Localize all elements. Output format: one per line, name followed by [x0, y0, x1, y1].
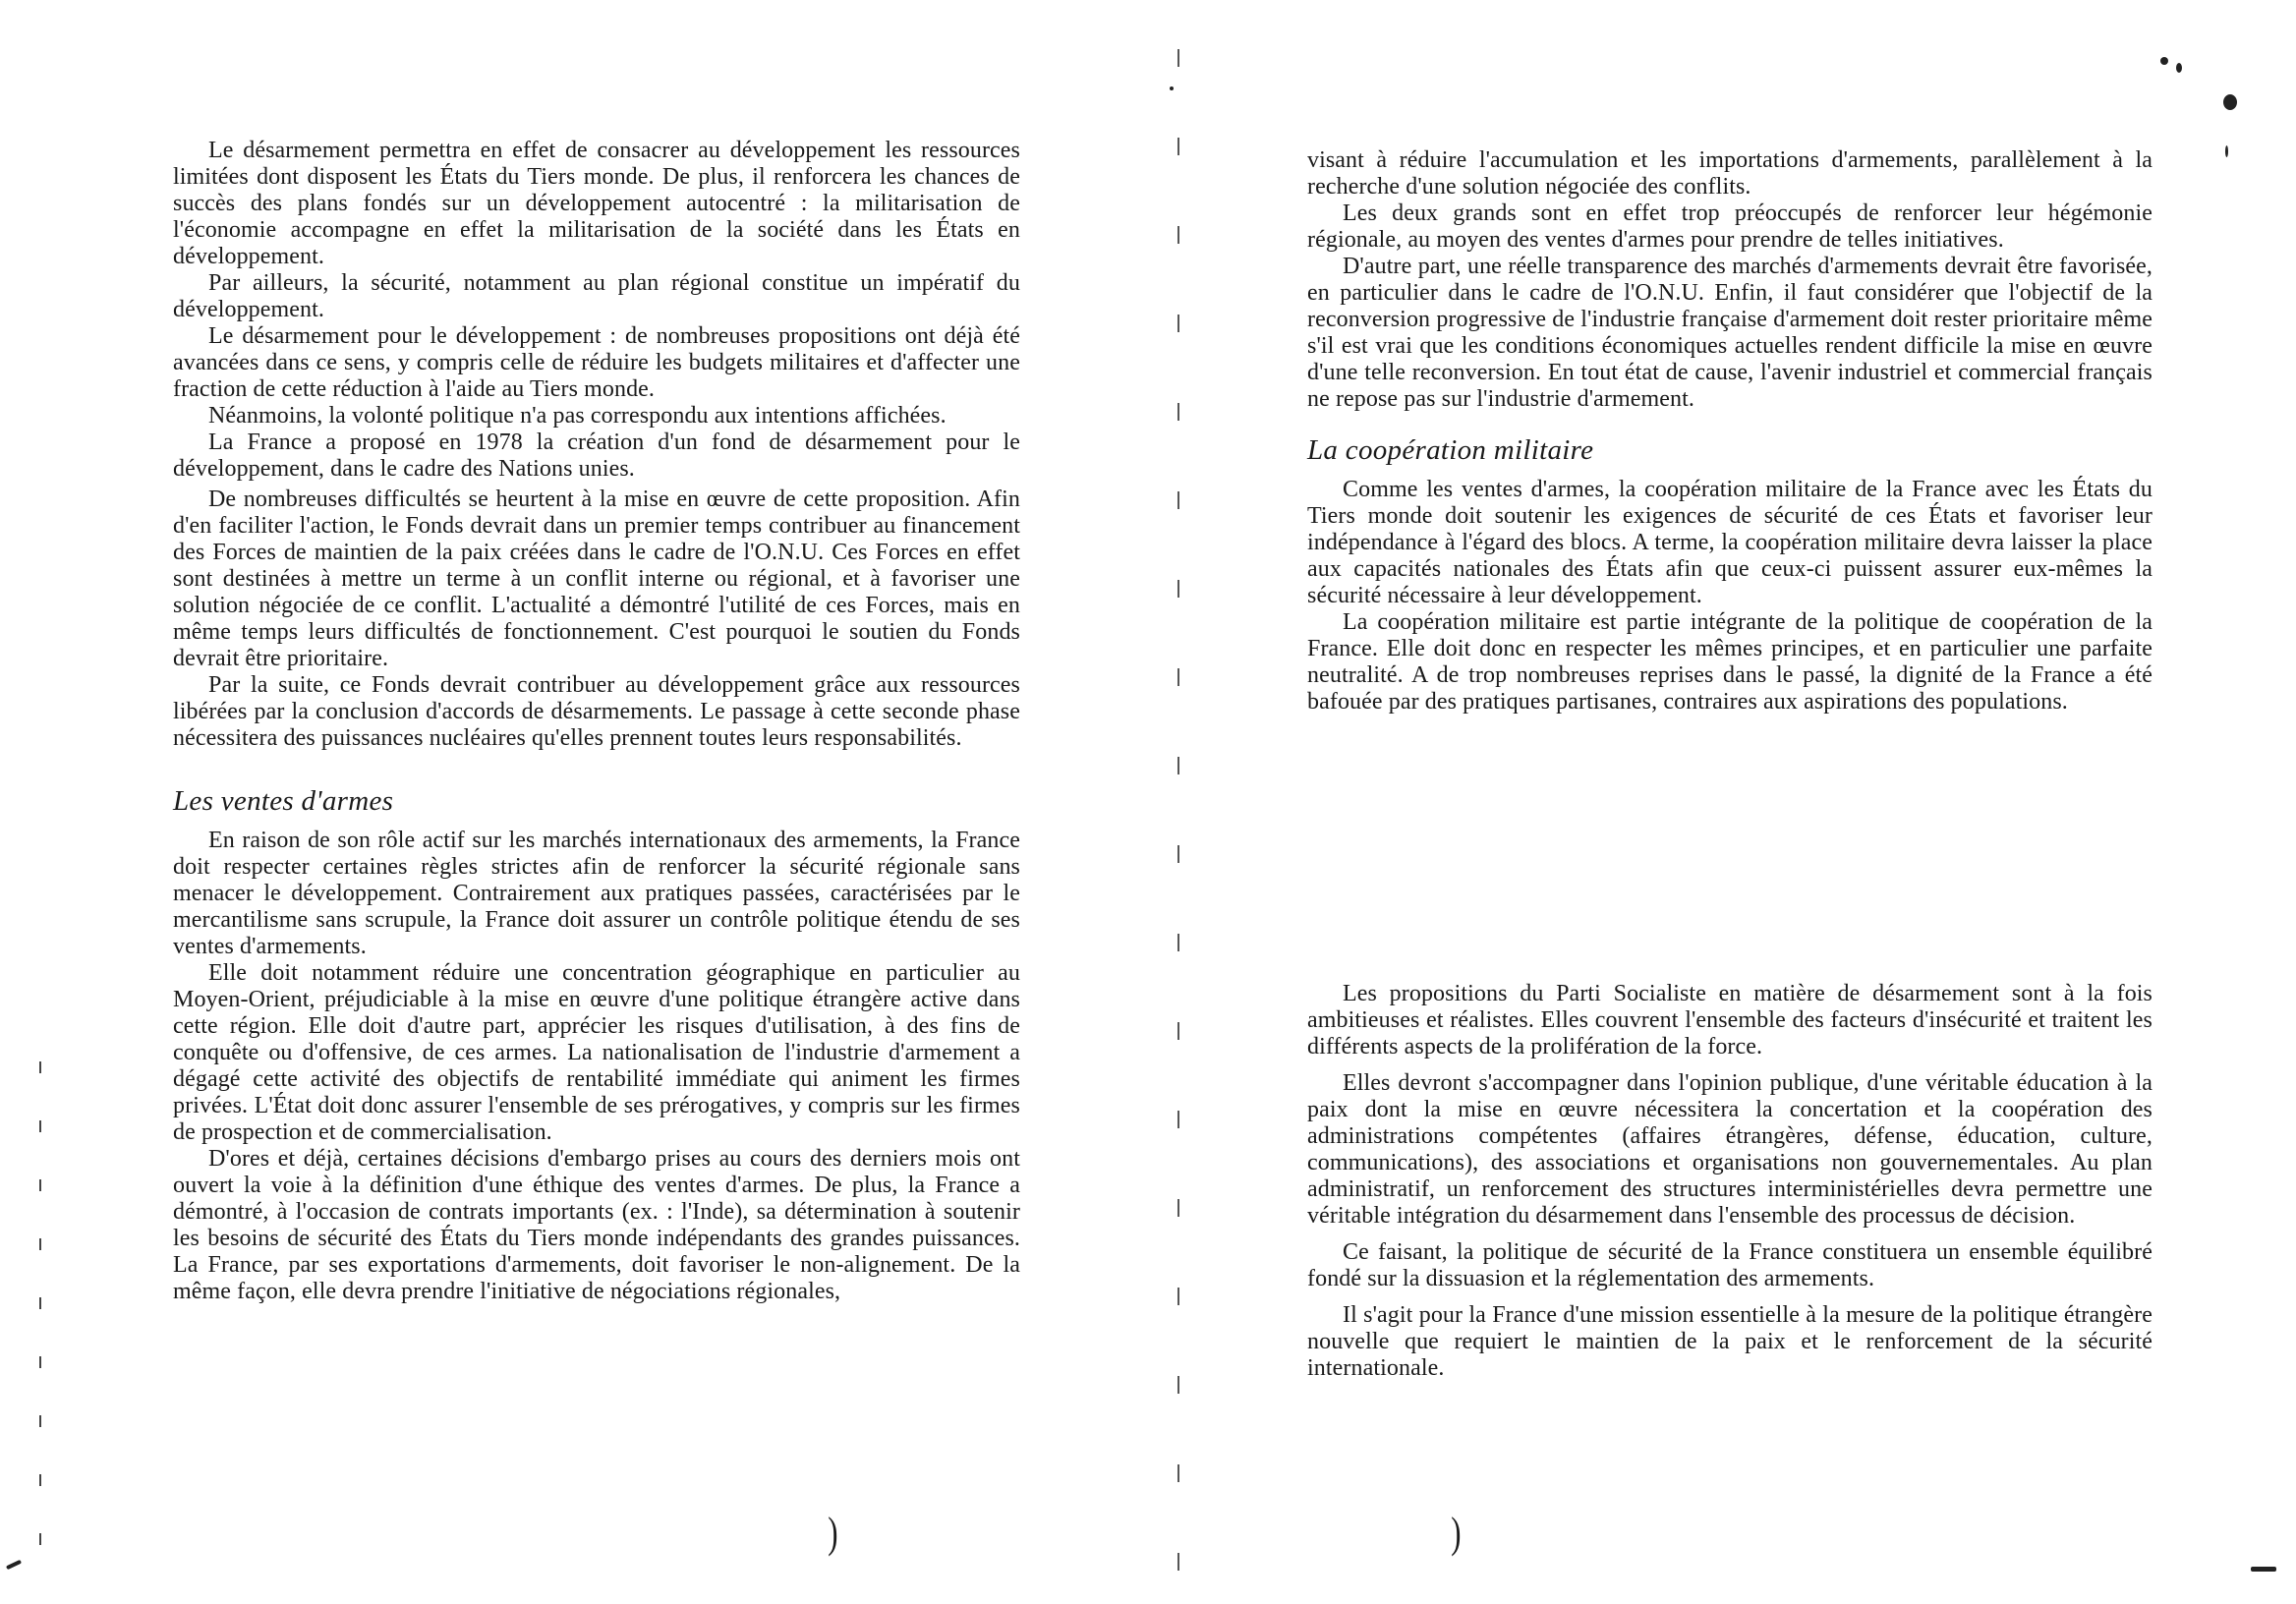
paragraph: De nombreuses difficultés se heurtent à la mise en œuvre de cette proposition. Afin d'en faciliter l'action, le Fonds devrait dans un premier temps contribuer au financement des Forces de maintien de la paix créées dans le cadre de l'O.N.U. Ces Forces en effet sont destinées à mettre un terme à un conflit interne ou régional, et à favoriser une solution négociée de ce conflit. L'actualité a démontré l'utilité de ces Forces, mais en même temps leurs difficultés de fonctionnement. C'est pourquoi le soutien du Fonds devrait être prioritaire.: [173, 487, 1020, 671]
paragraph: Par la suite, ce Fonds devrait contribuer au développement grâce aux ressources libérées par la conclusion d'accords de désarmements. Le passage à cette seconde phase nécessitera des puissances nucléaires qu'elles prennent toutes leurs responsabilités.: [173, 672, 1020, 751]
section-heading-cooperation: La coopération militaire: [1307, 434, 1594, 466]
paragraph: D'ores et déjà, certaines décisions d'embargo prises au cours des derniers mois ont ouvert la voie à la définition d'une éthique des ventes d'armes. De plus, la France a démontré, à l'occasion de contrats importants (ex. : l'Inde), sa détermination à soutenir les besoins de sécurité des États du Tiers monde indépendants des grandes puissances. La France, par ses exportations d'armements, doit favoriser le non-alignement. De la même façon, elle devra prendre l'initiative de négociations régionales,: [173, 1146, 1020, 1304]
paragraph: D'autre part, une réelle transparence des marchés d'armements devrait être favorisée, en particulier dans le cadre de l'O.N.U. Enfin, il faut considérer que l'objectif de la reconversion progressive de l'industrie française d'armement doit rester prioritaire même s'il est vrai que les conditions économiques actuelles rendent difficile la mise en œuvre d'une telle reconversion. En tout état de cause, l'avenir industriel et commercial français ne repose pas sur l'industrie d'armement.: [1307, 254, 2152, 412]
scan-edge-mark: [39, 1061, 41, 1592]
page-folio-mark: ): [828, 1509, 838, 1557]
page-folio-mark: ): [1451, 1509, 1462, 1557]
paragraph: La coopération militaire est partie intégrante de la politique de coopération de la France. Elle doit donc en respecter les mêmes principes, et en particulier une parfaite neutralité. A de trop nombreuses reprises dans le passé, la dignité de la France a été bafouée par des pratiques partisanes, contraires aux aspirations des populations.: [1307, 609, 2152, 715]
paragraph: Le désarmement permettra en effet de consacrer au développement les ressources limitées dont disposent les États du Tiers monde. De plus, il renforcera les chances de succès des plans fondés sur un développement autocentré : la militarisation de l'économie accompagne en effet la militarisation de la société dans les États en développement.: [173, 138, 1020, 269]
scan-speck: [2160, 57, 2168, 65]
paragraph: La France a proposé en 1978 la création d'un fond de désarmement pour le développement, dans le cadre des Nations unies.: [173, 430, 1020, 482]
paragraph: Elles devront s'accompagner dans l'opinion publique, d'une véritable éducation à la paix dont la mise en œuvre nécessitera la concertation et la coopération des administrations compétentes (affaires étrangères, défense, éducation, culture, communications), des associations et organisations non gouvernementales. Au plan administratif, un renforcement des structures interministérielles devra permettre une véritable intégration du désarmement dans l'ensemble des processus de décision.: [1307, 1070, 2152, 1229]
paragraph: Néanmoins, la volonté politique n'a pas correspondu aux intentions affichées.: [208, 403, 947, 429]
conclusion-block: [1307, 981, 2152, 1382]
paragraph: visant à réduire l'accumulation et les importations d'armements, parallèlement à la recherche d'une solution négociée des conflits.: [1307, 147, 2152, 200]
section-heading-ventes: Les ventes d'armes: [173, 785, 394, 817]
right-text-column: [1307, 147, 2152, 1382]
scan-speck: [2176, 63, 2182, 73]
paragraph: Par ailleurs, la sécurité, notamment au plan régional constitue un impératif du développement.: [173, 270, 1020, 322]
paragraph: Le désarmement pour le développement : de nombreuses propositions ont déjà été avancées dans ce sens, y compris celle de réduire les budgets militaires et d'affecter une fraction de cette réduction à l'aide au Tiers monde.: [173, 323, 1020, 402]
paragraph: Elle doit notamment réduire une concentration géographique en particulier au Moyen-Orient, préjudiciable à la mise en œuvre d'une politique étrangère active dans cette région. Elle doit d'autre part, apprécier les risques d'utilisation, à des fins de conquête ou d'offensive, de ces armes. La nationalisation de l'industrie d'armement a dégagé cette activité des objectifs de rentabilité immédiate qui animent les firmes privées. L'État doit donc assurer l'ensemble de ses prérogatives, y compris sur les firmes de prospection et de commercialisation.: [173, 960, 1020, 1145]
scan-speck: [2251, 1567, 2276, 1572]
right-page: [1148, 0, 2296, 1604]
scan-speck: [2223, 94, 2237, 110]
paragraph: Il s'agit pour la France d'une mission essentielle à la mesure de la politique étrangère nouvelle que requiert le maintien de la paix et le renforcement de la sécurité internationale.: [1307, 1302, 2152, 1381]
scan-speck: [1170, 86, 1174, 90]
paragraph: Ce faisant, la politique de sécurité de la France constituera un ensemble équilibré fondé sur la dissuasion et la réglementation des armements.: [1307, 1239, 2152, 1291]
paragraph: Comme les ventes d'armes, la coopération militaire de la France avec les États du Tiers monde doit soutenir les exigences de sécurité de ces États et favoriser leur indépendance à l'égard des blocs. A terme, la coopération militaire devra laisser la place aux capacités nationales des États afin que ceux-ci puissent assurer eux-mêmes la sécurité nécessaire à leur développement.: [1307, 477, 2152, 608]
paragraph: Les propositions du Parti Socialiste en matière de désarmement sont à la fois ambitieuses et réalistes. Elles couvrent l'ensemble des facteurs d'insécurité et traitent les différents aspects de la prolifération de la force.: [1307, 981, 2152, 1060]
paragraph: En raison de son rôle actif sur les marchés internationaux des armements, la France doit respecter certaines règles strictes afin de renforcer la sécurité régionale sans menacer le développement. Contrairement aux pratiques passées, caractérisées par le mercantilisme sans scrupule, la France doit assurer un contrôle politique étendu de ses ventes d'armements.: [173, 828, 1020, 959]
left-text-column: [173, 138, 1020, 1305]
scan-speck: [2225, 145, 2228, 157]
paragraph: Les deux grands sont en effet trop préoccupés de renforcer leur hégémonie régionale, au moyen des ventes d'armes pour prendre de telles initiatives.: [1307, 200, 2152, 253]
